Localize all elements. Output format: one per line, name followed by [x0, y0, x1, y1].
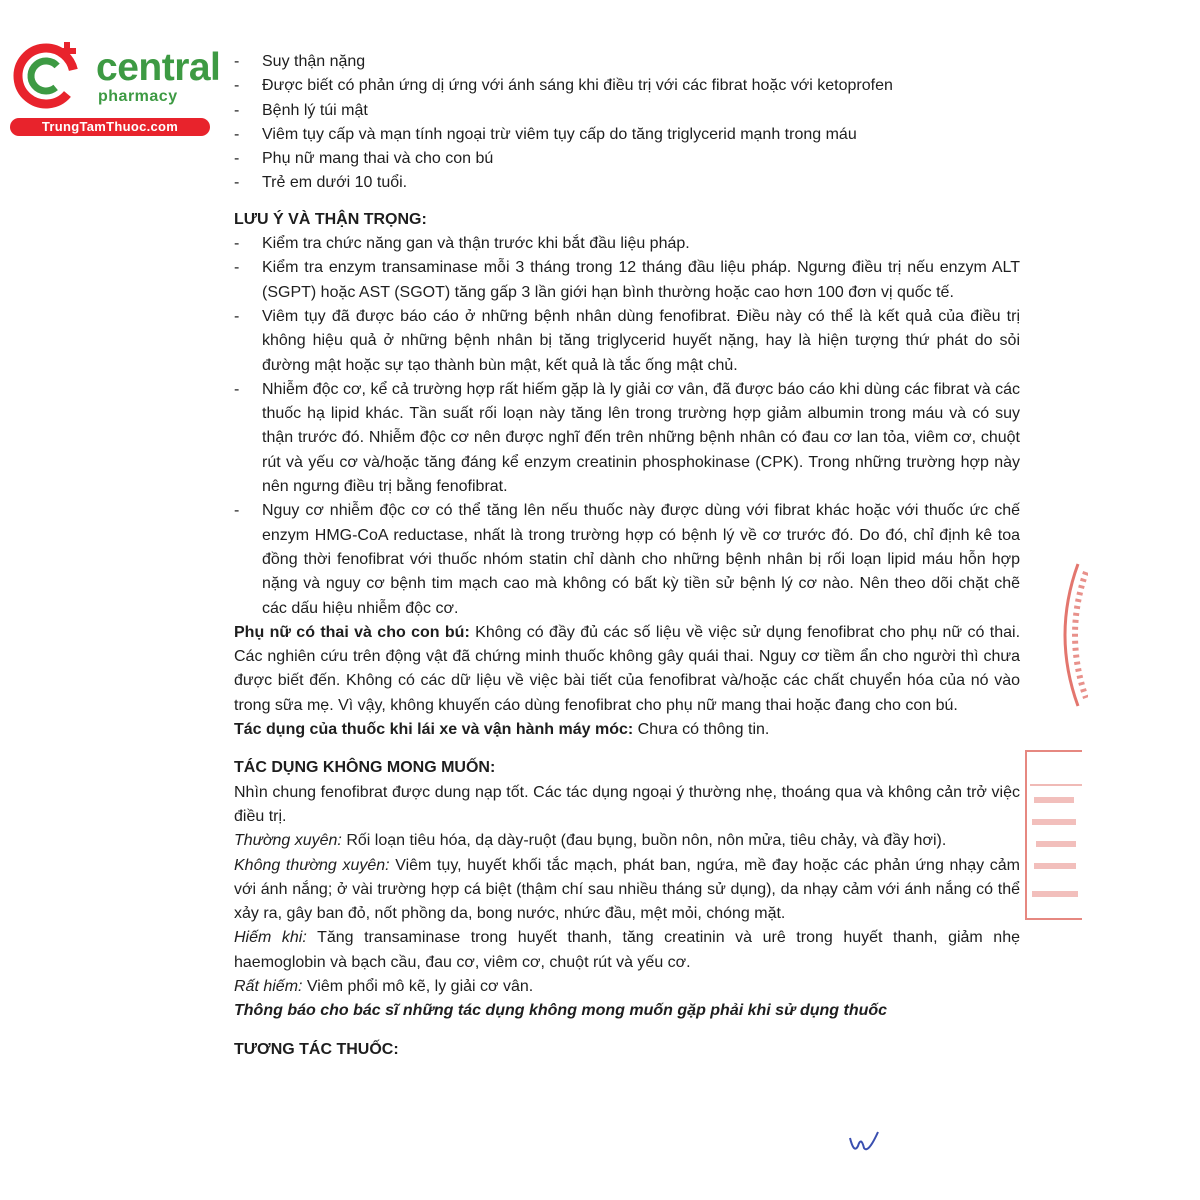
pregnancy-text: Không có đầy đủ các số liệu về việc sử dụng fenofibrat cho phụ nữ có thai. Các nghiên cứu trên động vật đã chứng minh thuốc không gây quái thai. Nguy cơ tiềm ẩn cho người thì chưa được biết đến. Không có các dữ liệu về việc bài tiết của fenofibrat và/hoặc các chất chuyển hóa của nó vào trong sữa mẹ. Vì vậy, không khuyến cáo dùng fenofibrat cho phụ nữ mang thai hoặc đang cho con bú.	[234, 623, 1021, 714]
logo-website[interactable]: TrungTamThuoc.com	[10, 118, 210, 136]
logo-subtitle: pharmacy	[98, 88, 178, 105]
uncommon-label: Không thường xuyên:	[234, 856, 390, 874]
list-item: - Được biết có phản ứng dị ứng với ánh sáng khi điều trị với các fibrat hoặc với ketoprofen	[234, 74, 1020, 98]
list-item: - Bệnh lý túi mật	[234, 99, 1020, 123]
common-text: Rối loạn tiêu hóa, dạ dày-ruột (đau bụng, buồn nôn, nôn mửa, tiêu chảy, và đầy hơi).	[341, 832, 947, 850]
pregnancy-paragraph	[234, 621, 1020, 718]
contraindication-list	[234, 50, 1020, 196]
list-item: - Viêm tụy cấp và mạn tính ngoại trừ viêm tụy cấp do tăng triglycerid mạnh trong máu	[234, 123, 1020, 147]
driving-text: Chưa có thông tin.	[633, 721, 770, 739]
interactions-heading: TƯƠNG TÁC THUỐC:	[234, 1040, 399, 1058]
rare-label: Hiếm khi:	[234, 929, 307, 947]
very-rare-label: Rất hiếm:	[234, 977, 303, 995]
signature-icon	[846, 1128, 882, 1156]
list-item: - Suy thận nặng	[234, 50, 1020, 74]
rare-effects	[234, 926, 1020, 975]
list-item: - Nhiễm độc cơ, kể cả trường hợp rất hiếm gặp là ly giải cơ vân, đã được báo cáo khi dùng các fibrat và các thuốc hạ lipid khác. Tần suất rối loạn này tăng lên trong trường hợp giảm albumin trong máu và có suy thận trước đó. Nhiễm độc cơ nên được nghĩ đến trên những bệnh nhân có đau cơ lan tỏa, viêm cơ, chuột rút và yếu cơ và/hoặc tăng đáng kể enzym creatinin phosphokinase (CPK). Trong những trường hợp này nên ngưng điều trị bằng fenofibrat.	[234, 378, 1020, 499]
common-label: Thường xuyên:	[234, 832, 342, 850]
very-rare-effects	[234, 975, 1020, 999]
list-item: - Kiểm tra enzym transaminase mỗi 3 tháng trong 12 tháng đầu liệu pháp. Ngưng điều trị nếu enzym ALT (SGPT) hoặc AST (SGOT) tăng gấp 3 lần giới hạn bình thường hoặc cao hơn 100 đơn vị quốc tế.	[234, 256, 1020, 305]
precautions-list	[234, 232, 1020, 621]
side-effects-intro: Nhìn chung fenofibrat được dung nạp tốt. Các tác dụng ngoại ý thường nhẹ, thoáng qua và không cản trở việc điều trị.	[234, 783, 1020, 825]
common-effects	[234, 829, 1020, 853]
document-body	[234, 50, 1020, 1062]
very-rare-text: Viêm phổi mô kẽ, ly giải cơ vân.	[302, 977, 534, 995]
brand-logo	[10, 38, 221, 138]
notice-text: Thông báo cho bác sĩ những tác dụng không mong muốn gặp phải khi sử dụng thuốc	[234, 1002, 888, 1020]
logo-name: central	[96, 46, 221, 89]
uncommon-text: Viêm tụy, huyết khối tắc mạch, phát ban, ngứa, mề đay hoặc các phản ứng nhạy cảm với ánh nắng; ở vài trường hợp cá biệt (thậm chí sau nhiều tháng sử dụng), da nhạy cảm với ánh nắng có thể xảy ra, gây ban đỏ, nốt phồng da, bong nước, nhức đầu, mệt mỏi, chóng mặt.	[234, 856, 1021, 923]
driving-paragraph	[234, 718, 1020, 742]
list-item: - Kiểm tra chức năng gan và thận trước khi bắt đầu liệu pháp.	[234, 232, 1020, 256]
list-item: - Viêm tụy đã được báo cáo ở những bệnh nhân dùng fenofibrat. Điều này có thể là kết quả của điều trị không hiệu quả ở những bệnh nhân bị tăng triglycerid huyết nặng, hay là hiện tượng thứ phát do sỏi đường mật hoặc sự tạo thành bùn mật, kết quả là tắc ống mật chủ.	[234, 305, 1020, 378]
precautions-heading: LƯU Ý VÀ THẬN TRỌNG:	[234, 210, 427, 228]
stamp-arc-icon	[1048, 560, 1088, 710]
driving-label: Tác dụng của thuốc khi lái xe và vận hành máy móc:	[234, 721, 634, 739]
logo-ring-icon	[10, 38, 90, 118]
list-item: - Phụ nữ mang thai và cho con bú	[234, 147, 1020, 171]
uncommon-effects	[234, 854, 1020, 927]
side-effects-heading: TÁC DỤNG KHÔNG MONG MUỐN:	[234, 759, 496, 777]
list-item: - Trẻ em dưới 10 tuổi.	[234, 171, 1020, 195]
pregnancy-label: Phụ nữ có thai và cho con bú:	[234, 623, 470, 641]
rare-text: Tăng transaminase trong huyết thanh, tăng creatinin và urê trong huyết thanh, giảm nhẹ haemoglobin và bạch cầu, đau cơ, viêm cơ, chuột rút và yếu cơ.	[234, 929, 1020, 971]
stamp-box-icon	[1022, 745, 1082, 925]
list-item: - Nguy cơ nhiễm độc cơ có thể tăng lên nếu thuốc này được dùng với fibrat khác hoặc với thuốc ức chế enzym HMG-CoA reductase, nhất là trong trường hợp có bệnh lý về cơ trước đó. Do đó, chỉ định kê toa đồng thời fenofibrat với thuốc nhóm statin chỉ dành cho những bệnh nhân bị rối loạn lipid máu hỗn hợp nặng và nguy cơ bệnh tim mạch cao mà không có bất kỳ tiền sử bệnh lý cơ nào. Nên theo dõi chặt chẽ các dấu hiệu nhiễm độc cơ.	[234, 499, 1020, 620]
